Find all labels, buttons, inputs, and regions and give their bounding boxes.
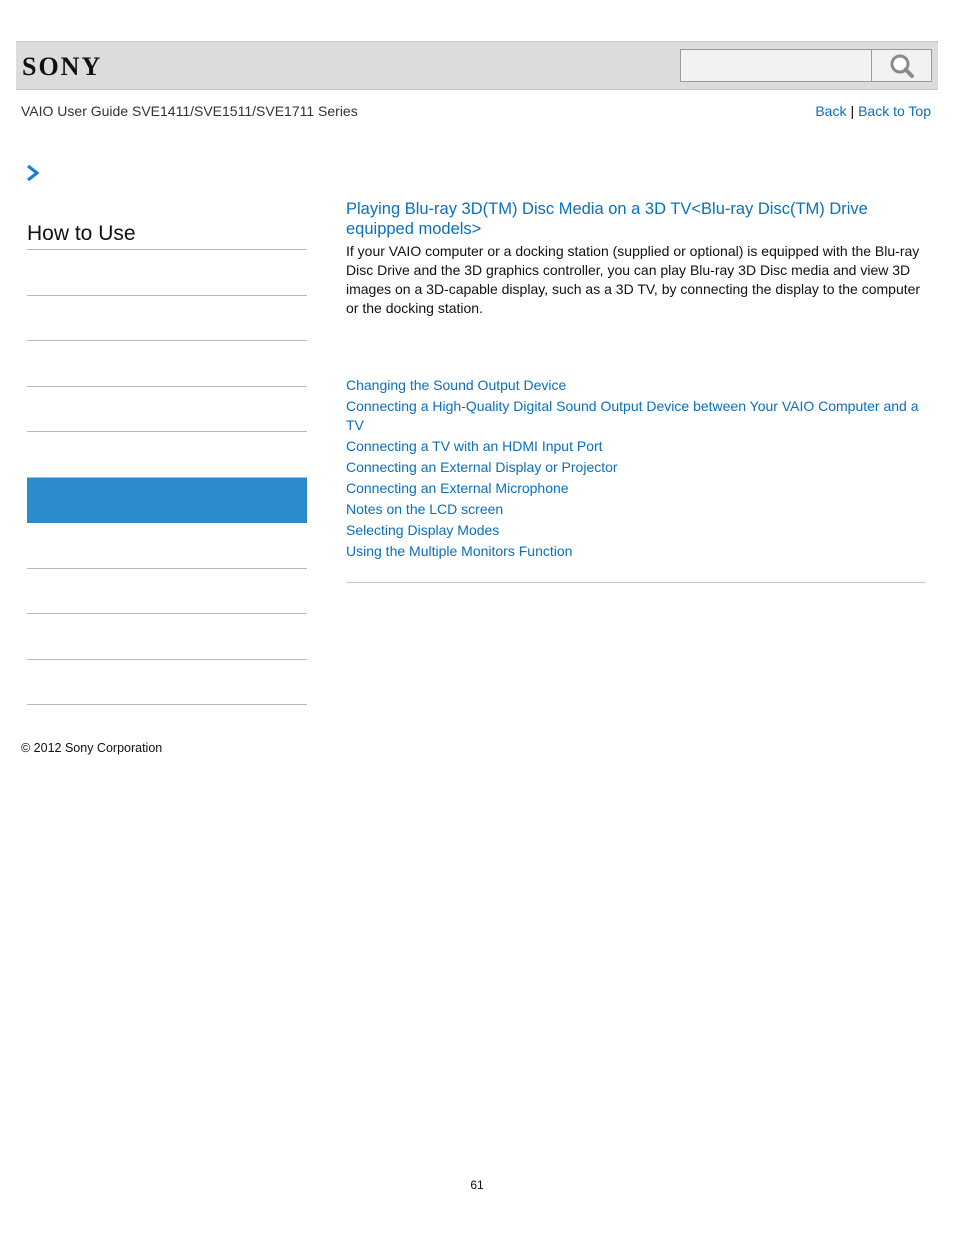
sidebar-item[interactable] <box>27 432 307 478</box>
sidebar-item[interactable] <box>27 569 307 615</box>
link-separator: | <box>850 103 855 119</box>
search-input[interactable] <box>680 49 872 82</box>
search-button[interactable] <box>872 49 932 82</box>
sidebar-item[interactable] <box>27 660 307 706</box>
article <box>346 199 928 318</box>
related-link[interactable]: Using the Multiple Monitors Function <box>346 543 573 559</box>
search-icon <box>889 53 915 79</box>
related-link[interactable]: Connecting an External Display or Projector <box>346 459 618 475</box>
sidebar-item[interactable] <box>27 296 307 342</box>
sidebar-item[interactable] <box>27 614 307 660</box>
related-link[interactable]: Connecting a High-Quality Digital Sound Output Device between Your VAIO Computer and a TV <box>346 398 919 433</box>
related-link[interactable]: Connecting a TV with an HDMI Input Port <box>346 438 603 454</box>
related-link[interactable]: Selecting Display Modes <box>346 522 500 538</box>
sony-logo[interactable]: SONY <box>22 52 103 81</box>
header-bar <box>16 41 938 90</box>
divider <box>346 582 926 583</box>
related-link[interactable]: Changing the Sound Output Device <box>346 377 567 393</box>
back-link[interactable]: Back <box>815 103 847 119</box>
back-to-top-link[interactable]: Back to Top <box>858 103 931 119</box>
sidebar-heading[interactable]: How to Use <box>27 218 307 250</box>
sidebar <box>27 218 307 705</box>
copyright: © 2012 Sony Corporation <box>21 741 163 755</box>
sidebar-item[interactable] <box>27 523 307 569</box>
article-body: If your VAIO computer or a docking station (supplied or optional) is equipped with the Blu-ray Disc Drive and the 3D graphics controller, you can play Blu-ray 3D Disc media and view 3D images on a 3D-capable display, such as a 3D TV, by connecting the display to the computer or the docking station. <box>346 243 921 316</box>
related-links <box>346 376 928 563</box>
related-link[interactable]: Notes on the LCD screen <box>346 501 504 517</box>
sidebar-item[interactable] <box>27 341 307 387</box>
article-title: Playing Blu-ray 3D(TM) Disc Media on a 3D TV<Blu-ray Disc(TM) Drive equipped models> <box>346 200 868 238</box>
sidebar-item-active[interactable] <box>27 478 307 524</box>
top-links <box>815 103 931 119</box>
sidebar-item[interactable] <box>27 387 307 433</box>
guide-title: VAIO User Guide SVE1411/SVE1511/SVE1711 Series <box>21 103 358 119</box>
related-link[interactable]: Connecting an External Microphone <box>346 480 569 496</box>
sidebar-item[interactable] <box>27 250 307 296</box>
page-number: 61 <box>470 1178 484 1192</box>
chevron-right-icon[interactable] <box>26 165 40 181</box>
